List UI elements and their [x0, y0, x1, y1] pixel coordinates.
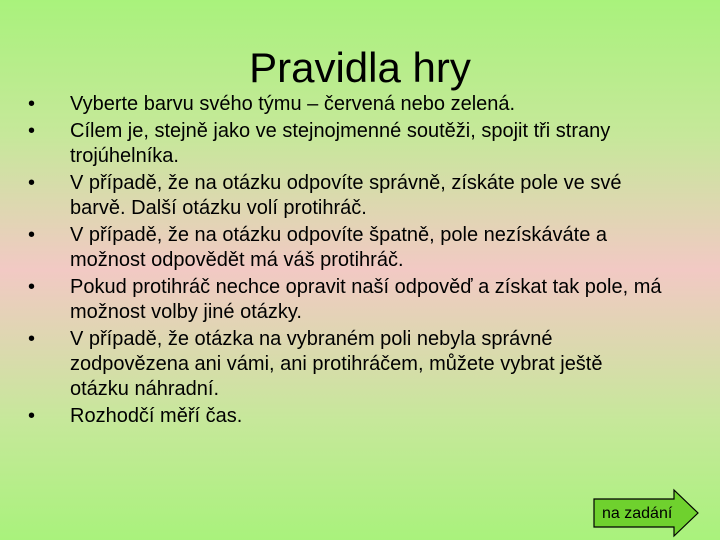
bullet-icon: • — [28, 328, 36, 350]
bullet-icon: • — [28, 93, 36, 115]
rule-text: V případě, že na otázku odpovíte správně, získáte pole ve své barvě. Další otázku volí protihráč. — [70, 172, 622, 219]
rule-item-2 — [24, 119, 664, 169]
rules-list — [24, 92, 664, 431]
rule-item-4 — [24, 223, 664, 273]
bullet-icon: • — [28, 120, 36, 142]
rule-text: Rozhodčí měří čas. — [70, 405, 243, 427]
rule-item-5 — [24, 275, 664, 325]
bullet-icon: • — [28, 276, 36, 298]
next-assignment-button[interactable] — [592, 488, 700, 538]
rule-text: Pokud protihráč nechce opravit naší odpověď a získat tak pole, má možnost volby jiné otázky. — [70, 276, 662, 323]
next-assignment-label: na zadání — [602, 505, 673, 522]
rule-text: Vyberte barvu svého týmu – červená nebo zelená. — [70, 93, 516, 115]
rule-text: Cílem je, stejně jako ve stejnojmenné soutěži, spojit tři strany trojúhelníka. — [70, 120, 611, 167]
bullet-icon: • — [28, 172, 36, 194]
rule-item-3 — [24, 171, 664, 221]
rule-item-6 — [24, 327, 664, 402]
bullet-icon: • — [28, 224, 36, 246]
slide-title: Pravidla hry — [249, 44, 471, 91]
rule-text: V případě, že otázka na vybraném poli nebyla správné zodpovězena ani vámi, ani protihráčem, můžete vybrat ještě otázku náhradní. — [70, 328, 603, 400]
rule-item-1 — [24, 92, 664, 117]
rule-item-7 — [24, 404, 664, 429]
bullet-icon: • — [28, 405, 36, 427]
rule-text: V případě, že na otázku odpovíte špatně, pole nezískáváte a možnost odpovědět má váš protihráč. — [70, 224, 608, 271]
